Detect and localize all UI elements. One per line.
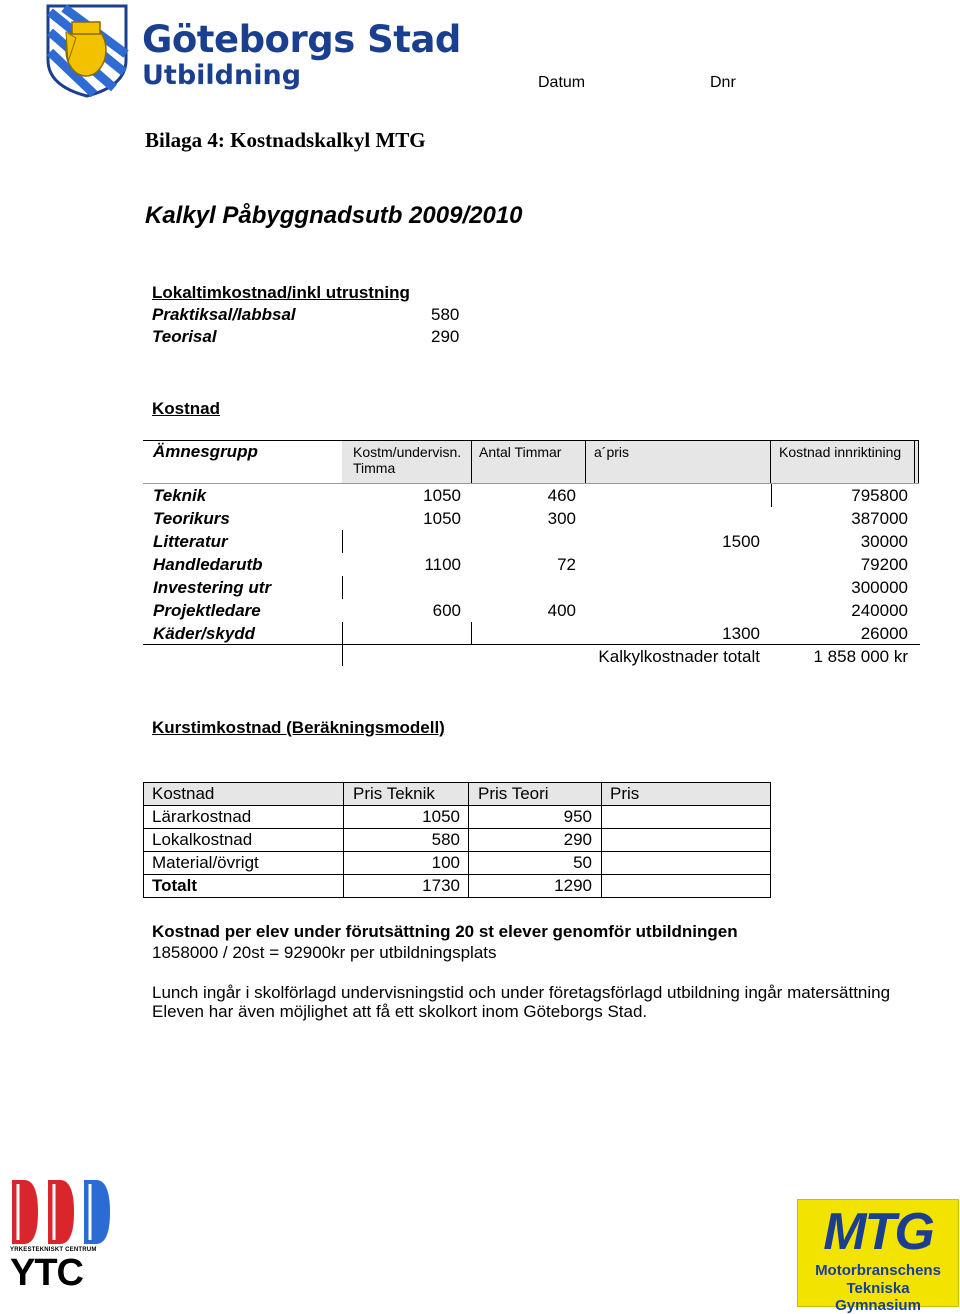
cell-kostnad: 79200 [860, 555, 908, 574]
dnr-label: Dnr [710, 74, 736, 91]
row-name: Projektledare [153, 601, 261, 620]
goteborg-shield-icon [44, 2, 130, 98]
cell-kostnad: 30000 [860, 532, 908, 551]
row-name: Käder/skydd [153, 624, 256, 643]
lokal-row-label: Praktiksal/labbsal [152, 305, 296, 324]
total-value: 1 858 000 kr [813, 647, 908, 666]
total-label: Kalkylkostnader totalt [598, 647, 760, 666]
cell-teori: 50 [573, 853, 592, 872]
row-name: Teknik [153, 486, 207, 505]
row-name: Litteratur [153, 532, 228, 551]
row-name: Lokalkostnad [152, 830, 253, 849]
column-header: Kostnad innriktining [779, 444, 902, 460]
cell-kostm: 1100 [424, 555, 461, 574]
cell-kostm: 1050 [423, 486, 461, 505]
table-row [143, 484, 920, 507]
column-header: Kostm/undervisn. Timma [353, 444, 462, 476]
table-header-row [143, 782, 771, 805]
cell-antal: 300 [547, 509, 576, 528]
total-row [143, 645, 920, 668]
kurstim-table [143, 782, 771, 898]
lokal-heading: Lokaltimkostnad/inkl utrustning [152, 283, 410, 302]
column-header: Pris Teknik [353, 784, 435, 803]
mtg-line1: Motorbranschens [815, 1262, 941, 1279]
column-header: a´pris [594, 444, 630, 460]
row-name: Handledarutb [153, 555, 263, 574]
row-name: Material/övrigt [152, 853, 259, 872]
per-elev-heading: Kostnad per elev under förutsättning 20 st elever genomför utbildningen [152, 922, 738, 941]
cell-kostnad: 26000 [860, 624, 908, 643]
lokal-row-value: 290 [431, 327, 460, 346]
table-row [143, 622, 920, 645]
kostnad-heading: Kostnad [152, 399, 220, 418]
column-header: Ämnesgrupp [153, 442, 258, 461]
row-name: Lärarkostnad [152, 807, 252, 826]
kalkyl-title: Kalkyl Påbyggnadsutb 2009/2010 [145, 202, 523, 229]
note-line: Lunch ingår i skolförlagd undervisningstid och under företagsförlagd utbildning ingår matersättning [152, 983, 891, 1002]
cell-antal: 400 [547, 601, 576, 620]
cell-kostm: 1050 [423, 509, 461, 528]
cell-kostnad: 387000 [851, 509, 908, 528]
table-row [143, 576, 920, 599]
cell-teori: 950 [563, 807, 592, 826]
ytc-logo [10, 1178, 116, 1294]
note-line: Eleven har även möjlighet att få ett skolkort inom Göteborgs Stad. [152, 1002, 648, 1021]
table-row [143, 553, 920, 576]
ytc-tagline: YRKESTEKNISKT CENTRUM [10, 1247, 97, 1253]
column-header: Kostnad [152, 784, 215, 803]
row-name: Teorikurs [153, 509, 230, 528]
lokal-row [152, 327, 472, 347]
column-header: Pris Teori [478, 784, 549, 803]
column-header: Antal Timmar [479, 444, 562, 460]
column-header: Pris [610, 784, 640, 803]
bilaga-title: Bilaga 4: Kostnadskalkyl MTG [145, 128, 426, 152]
datum-label: Datum [538, 74, 586, 91]
table-row [143, 828, 771, 851]
cell-antal: 460 [547, 486, 576, 505]
table-header-row [143, 440, 920, 484]
row-name: Totalt [152, 876, 198, 895]
cell-teori: 1290 [554, 876, 592, 895]
cell-apris: 1500 [722, 532, 760, 551]
cell-antal: 72 [557, 555, 576, 574]
lokal-row-value: 580 [431, 305, 460, 324]
table-row [143, 874, 771, 897]
table-row [143, 507, 920, 530]
ytc-letters: YTC [10, 1252, 83, 1294]
table-row [143, 599, 920, 622]
lokal-row-label: Teorisal [152, 327, 217, 346]
org-subtitle: Utbildning [142, 60, 302, 91]
org-name: Göteborgs Stad [142, 18, 461, 61]
table-row [143, 805, 771, 828]
table-row [143, 851, 771, 874]
cell-teknik: 100 [431, 853, 460, 872]
cell-teknik: 1050 [422, 807, 460, 826]
cell-teknik: 1730 [422, 876, 460, 895]
kurstim-heading: Kurstimkostnad (Beräkningsmodell) [152, 718, 445, 737]
row-name: Investering utr [153, 578, 272, 597]
cell-kostm: 600 [432, 601, 461, 620]
cell-apris: 1300 [722, 624, 760, 643]
cell-kostnad: 240000 [851, 601, 908, 620]
cell-teknik: 580 [431, 830, 460, 849]
lokal-row [152, 305, 472, 325]
cell-kostnad: 300000 [851, 578, 908, 597]
cell-kostnad: 795800 [851, 486, 908, 505]
mtg-line2: Tekniska Gymnasium [835, 1280, 921, 1314]
mtg-letters: MTG [823, 1203, 933, 1261]
per-elev-calc: 1858000 / 20st = 92900kr per utbildningsplats [152, 943, 497, 962]
mtg-logo [797, 1199, 959, 1314]
table-row [143, 530, 920, 553]
ytc-stripes-icon [10, 1178, 116, 1246]
cell-teori: 290 [563, 830, 592, 849]
